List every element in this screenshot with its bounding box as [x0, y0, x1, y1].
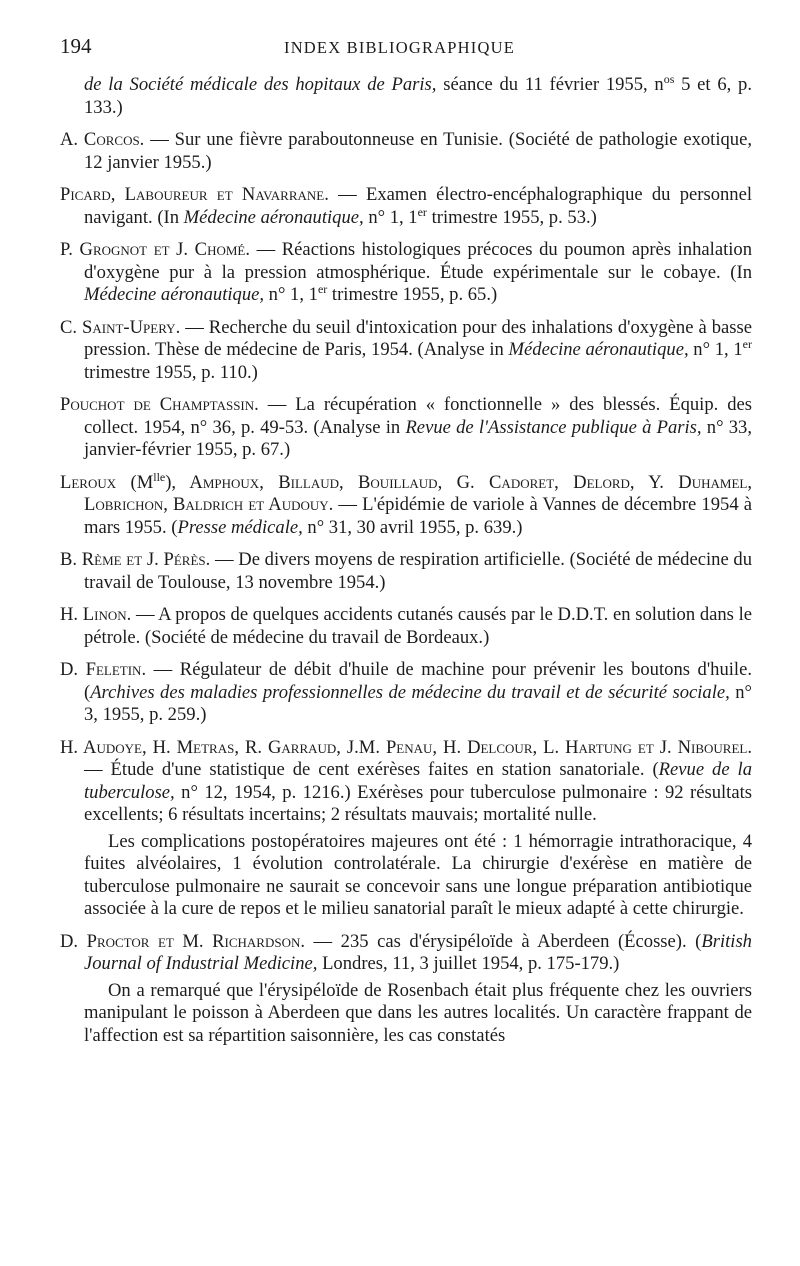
entry-grognot: [60, 239, 752, 307]
continuation-sup: os: [663, 71, 675, 86]
entry-authors: H. Audoye, H. Metras, R. Garraud, J.M. Penau, H. Delcour, L. Hartung et J. Nibourel.: [60, 736, 752, 758]
entry-text: trimestre 1955, p. 53.): [426, 206, 597, 228]
entry-journal: Archives des maladies professionnelles de médecine du travail et de sécurité sociale,: [90, 681, 730, 703]
entry-leroux: [60, 469, 752, 540]
entry-text: trimestre 1955, p. 110.): [84, 361, 258, 383]
entry-authors: B. Rème et J. Pérès.: [60, 549, 211, 570]
entry-journal: Médecine aéronautique,: [508, 339, 689, 360]
entry-authors: D. Proctor et M. Richardson.: [60, 930, 305, 952]
continuation-text: séance du 11 février 1955, n: [436, 74, 664, 95]
entry-authors: H. Linon.: [60, 604, 132, 625]
entry-journal: Médecine aéronautique,: [183, 206, 364, 228]
entry-picard: [60, 184, 752, 229]
entry-sup: er: [742, 336, 752, 351]
entry-text: n° 3, 1955, p. 259.): [84, 681, 752, 725]
entry-text: — 235 cas d'érysipéloïde à Aberdeen (Écosse). (: [305, 930, 702, 952]
entry-text: — L'épidémie de variole à Vannes de décembre 1954 à mars 1955. (: [84, 494, 752, 538]
entry-audoye-abstract: Les complications postopératoires majeures ont été : 1 hémorragie intrathoracique, 4 fuites alvéolaires, 1 évolution controlatérale. La chirurgie d'exérèse en matière de tuberculose pulmonaire ne saurait se concevoir sans une longue préparation antibiotique associée à la cure de repos et le milieu sanatorial paraît le mieux adapté à cette chirurgie.: [84, 830, 752, 919]
entry-reme: [60, 549, 752, 594]
page-number: 194: [60, 34, 92, 58]
entry-text: n° 1, 1: [264, 284, 318, 305]
entry-continuation: [60, 71, 753, 119]
entry-authors: Leroux (M: [60, 471, 154, 493]
entry-text: n° 1, 1: [688, 339, 743, 360]
entry-linon: [60, 604, 752, 649]
entry-journal: British Journal of Industrial Medicine,: [84, 930, 752, 974]
entry-text: — Examen électro-encéphalographique du personnel navigant. (In: [84, 184, 753, 228]
entry-authors: ), Amphoux, Billaud, Bouillaud, G. Cadoret, Delord, Y. Duhamel, Lobrichon, Baldrich et Audouy.: [84, 471, 752, 515]
entry-corcos: [60, 129, 752, 174]
continuation-journal: de la Société médicale des hopitaux de Paris,: [84, 74, 437, 95]
entry-text: — Sur une fièvre paraboutonneuse en Tunisie. (Société de pathologie exotique, 12 janvier 1955.): [84, 129, 752, 173]
entry-pouchot: [60, 394, 752, 462]
entry-text: — Recherche du seuil d'intoxication pour des inhalations d'oxygène à basse pression. Thèse de médecine de Paris, 1954. (Analyse in: [84, 316, 752, 360]
entry-sup: er: [417, 204, 427, 219]
entry-sup: er: [317, 281, 328, 296]
entry-text: — Étude d'une statistique de cent exérèses faites en station sanatoriale. (: [84, 759, 659, 780]
entry-authors: P. Grognot et J. Chomé.: [60, 239, 250, 260]
entry-text: — La récupération « fonctionnelle » des blessés. Équip. des collect. 1954, n° 36, p. 49-53. (Analyse in: [84, 394, 752, 438]
entry-text: Londres, 11, 3 juillet 1954, p. 175-179.): [317, 953, 620, 974]
entry-text: trimestre 1955, p. 65.): [327, 284, 498, 305]
running-title: INDEX BIBLIOGRAPHIQUE: [284, 38, 515, 57]
entry-text: n° 33, janvier-février 1955, p. 67.): [84, 416, 752, 460]
entry-proctor-abstract: On a remarqué que l'érysipéloïde de Rosenbach était plus fréquente chez les ouvriers manipulant le poisson à Aberdeen que dans les autres localités. Un caractère frappant de l'affection est sa répartition saisonnière, les cas constatés: [84, 979, 752, 1046]
entry-text: n° 31, 30 avril 1955, p. 639.): [302, 516, 523, 538]
entry-authors: Pouchot de Champtassin.: [60, 394, 259, 415]
entry-authors-sup: lle: [153, 469, 166, 484]
page-header: [60, 34, 752, 74]
entry-text: — A propos de quelques accidents cutanés causés par le D.D.T. en solution dans le pétrole. (Société de médecine du travail de Bordeaux.): [84, 604, 752, 648]
entry-audoye: [60, 737, 752, 827]
entry-journal: Presse médicale,: [177, 516, 303, 538]
entry-authors: Picard, Laboureur et Navarrane.: [60, 184, 329, 205]
entry-text: n° 1, 1: [363, 206, 418, 228]
entry-journal: Revue de la tuberculose,: [84, 759, 752, 803]
entry-authors: C. Saint-Upery.: [60, 316, 181, 338]
entry-text: — Réactions histologiques précoces du poumon après inhalation d'oxygène pur à la pression atmosphérique. Étude expérimentale sur le cobaye. (In: [84, 239, 752, 283]
entry-journal: Médecine aéronautique,: [84, 284, 265, 305]
entry-authors: A. Corcos.: [60, 129, 145, 150]
entry-saint-upery: [60, 317, 752, 385]
entry-journal: Revue de l'Assistance publique à Paris,: [405, 416, 702, 438]
entry-text: — De divers moyens de respiration artificielle. (Société de médecine du travail de Toulouse, 13 novembre 1954.): [84, 549, 752, 593]
entry-authors: D. Feletin.: [60, 659, 147, 680]
entry-feletin: [60, 659, 752, 727]
entry-proctor: [60, 931, 752, 976]
continuation-end: 5 et 6, p. 133.): [84, 74, 753, 118]
entry-text: — Régulateur de débit d'huile de machine pour prévenir les boutons d'huile. (: [84, 659, 753, 703]
entry-text: n° 12, 1954, p. 1216.) Exérèses pour tuberculose pulmonaire : 92 résultats excellents; 6 résultats incertains; 2 résultats mauvais; mortalité nulle.: [84, 781, 752, 825]
